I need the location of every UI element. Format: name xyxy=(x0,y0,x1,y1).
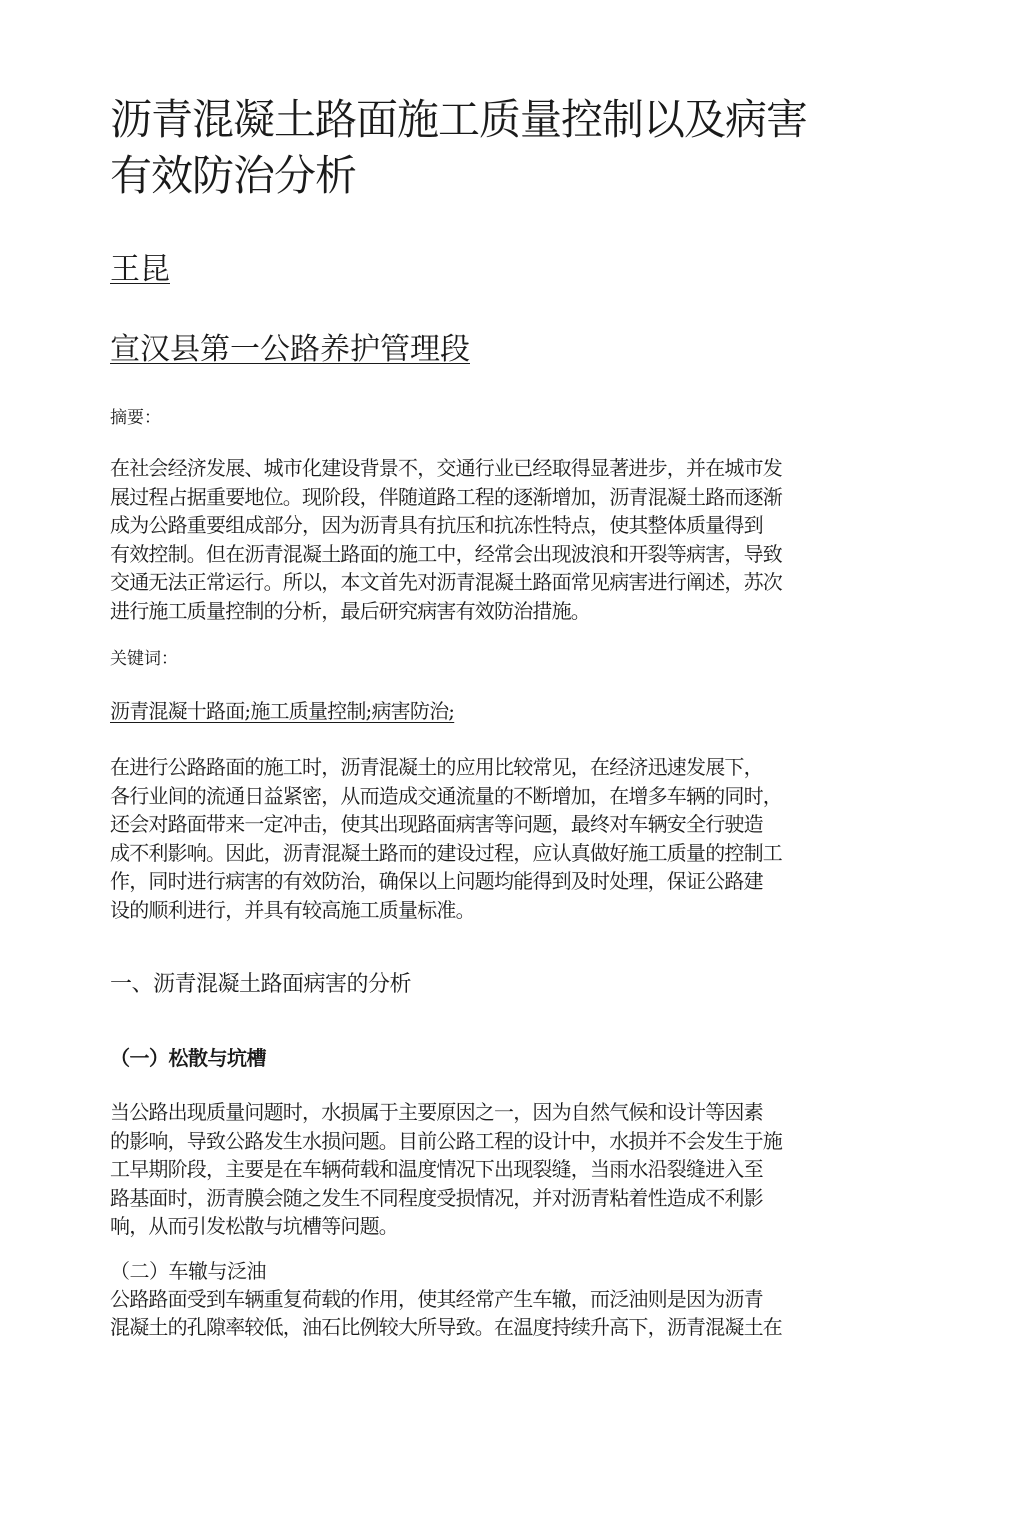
subsection-heading: （一）松散与坑槽 xyxy=(110,1046,266,1070)
keywords-link[interactable]: 沥青混凝十路面;施工质量控制;病害防治; xyxy=(110,699,455,723)
text-line: 设的顺利进行，并具有较高施工质量标准。 xyxy=(110,897,475,922)
document-page xyxy=(110,92,900,1342)
title-line: 有效防治分析 xyxy=(110,151,357,200)
abstract-label: 摘要： xyxy=(110,408,161,428)
text-line: 各行业间的流通日益紧密，从而造成交通流量的不断增加，在增多车辆的同时， xyxy=(110,783,782,808)
author-name[interactable]: 王昆 xyxy=(110,252,170,287)
subsection-paragraph xyxy=(110,1098,900,1241)
text-line: 公路路面受到车辆重复荷载的作用，使其经常产生车辙，而泛油则是因为沥青 xyxy=(110,1286,763,1311)
subsection-heading: （二）车辙与泛油 xyxy=(110,1258,266,1283)
text-line: 作，同时进行病害的有效防治，确保以上问题均能得到及时处理，保证公路建 xyxy=(110,869,763,893)
section-heading: 一、沥青混凝土路面病害的分析 xyxy=(110,972,412,997)
title-line: 沥青混凝土路面施工质量控制以及病害 xyxy=(110,95,808,144)
text-line: 当公路出现质量问题时，水损属于主要原因之一，因为自然气候和设计等因素 xyxy=(110,1100,763,1124)
author-affiliation[interactable]: 宣汉县第一公路养护管理段 xyxy=(110,332,470,367)
text-line: 成为公路重要组成部分，因为沥青具有抗压和抗冻性特点，使其整体质量得到 xyxy=(110,513,763,537)
text-line: 进行施工质量控制的分析，最后研究病害有效防治措施。 xyxy=(110,598,590,623)
text-line: 在进行公路路面的施工时，沥青混凝土的应用比较常见，在经济迅速发展下， xyxy=(110,755,763,779)
text-line: 混凝土的孔隙率较低，油石比例较大所导致。在温度持续升高下，沥青混凝土在 xyxy=(110,1315,782,1339)
paper-title xyxy=(110,92,900,204)
text-line: 路基面时，沥青膜会随之发生不同程度受损情况，并对沥青粘着性造成不利影 xyxy=(110,1185,763,1210)
text-line: 有效控制。但在沥青混凝土路面的施工中，经常会出现波浪和开裂等病害，导致 xyxy=(110,541,782,566)
text-line: 工早期阶段，主要是在车辆荷载和温度情况下出现裂缝，当雨水沿裂缝进入至 xyxy=(110,1157,763,1181)
keywords-label: 关键词： xyxy=(110,649,178,669)
text-line: 响，从而引发松散与坑槽等问题。 xyxy=(110,1214,398,1238)
text-line: 成不利影响。因此，沥青混凝土路而的建设过程，应认真做好施工质量的控制工 xyxy=(110,840,782,865)
text-line: 展过程占据重要地位。现阶段，伴随道路工程的逐渐增加，沥青混凝土路而逐渐 xyxy=(110,484,782,509)
intro-paragraph xyxy=(110,753,900,924)
subsection-paragraph xyxy=(110,1285,900,1342)
text-line: 在社会经济发展、城市化建设背景不，交通行业已经取得显著进步，并在城市发 xyxy=(110,456,782,480)
abstract-text xyxy=(110,454,900,625)
text-line: 的影响，导致公路发生水损问题。目前公路工程的设计中，水损并不会发生于施 xyxy=(110,1128,782,1153)
text-line: 还会对路面带来一定冲击，使其出现路面病害等问题，最终对车辆安全行驶造 xyxy=(110,812,763,836)
text-line: 交通无法正常运行。所以，本文首先对沥青混凝土路面常见病害进行阐述，苏次 xyxy=(110,570,782,594)
